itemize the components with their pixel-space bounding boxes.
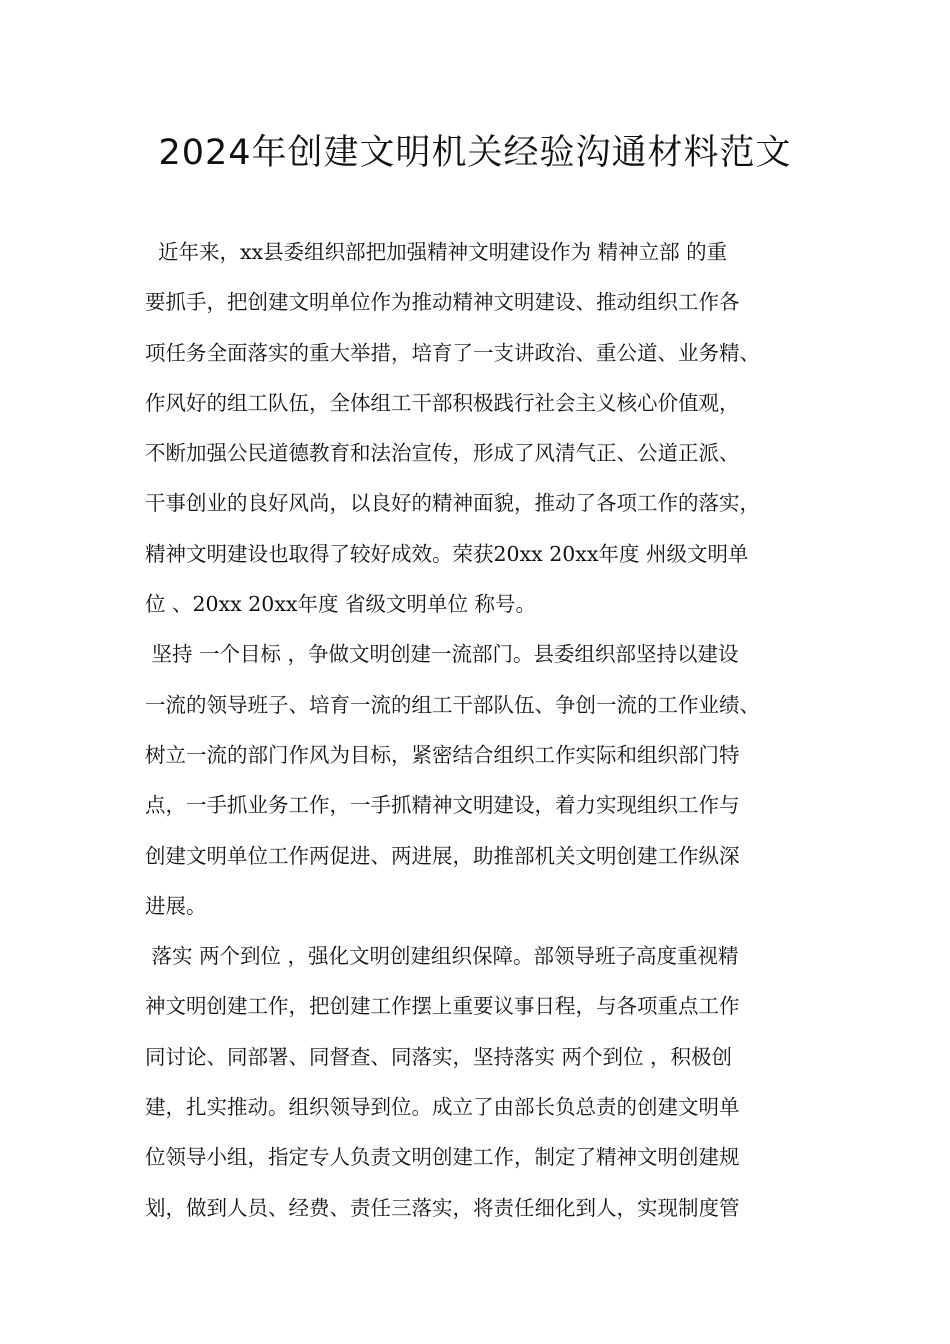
text-line: 进展。 xyxy=(145,893,207,918)
text-line: 近年来，xx县委组织部把加强精神文明建设作为 精神立部 的重 xyxy=(145,240,728,264)
text-line: 树立一流的部门作风为目标，紧密结合组织工作实际和组织部门特 xyxy=(145,742,740,767)
text-line: 一流的领导班子、培育一流的组工干部队伍、争创一流的工作业绩、 xyxy=(145,692,760,717)
text-line: 神文明创建工作，把创建工作摆上重要议事日程，与各项重点工作 xyxy=(145,994,740,1019)
text-line: 建，扎实推动。组织领导到位。成立了由部长负总责的创建文明单 xyxy=(145,1095,740,1120)
text-line: 落实 两个到位 ，强化文明创建组织保障。部领导班子高度重视精 xyxy=(145,944,739,969)
text-line: 创建文明单位工作两促进、两进展，助推部机关文明创建工作纵深 xyxy=(145,843,740,868)
text-line: 位 、20xx 20xx年度 省级文明单位 称号。 xyxy=(145,592,536,617)
text-line: 项任务全面落实的重大举措，培育了一支讲政治、重公道、业务精、 xyxy=(145,340,760,365)
text-line: 同讨论、同部署、同督查、同落实，坚持落实 两个到位 ，积极创 xyxy=(145,1044,733,1069)
text-line: 不断加强公民道德教育和法治宣传，形成了风清气正、公道正派、 xyxy=(145,441,740,466)
text-line: 精神文明建设也取得了较好成效。荣获20xx 20xx年度 州级文明单 xyxy=(145,541,749,566)
text-line: 坚持 一个目标 ，争做文明创建一流部门。县委组织部坚持以建设 xyxy=(145,642,739,667)
text-line: 位领导小组，指定专人负责文明创建工作，制定了精神文明创建规 xyxy=(145,1145,740,1170)
text-line: 作风好的组工队伍，全体组工干部积极践行社会主义核心价值观， xyxy=(145,390,740,415)
document-body xyxy=(145,227,835,1233)
text-line: 干事创业的良好风尚，以良好的精神面貌，推动了各项工作的落实， xyxy=(145,491,760,516)
document-title: 2024年创建文明机关经验沟通材料范文 xyxy=(158,133,792,173)
text-line: 划，做到人员、经费、责任三落实，将责任细化到人，实现制度管 xyxy=(145,1195,740,1220)
text-line: 点，一手抓业务工作，一手抓精神文明建设，着力实现组织工作与 xyxy=(145,793,740,818)
text-line: 要抓手，把创建文明单位作为推动精神文明建设、推动组织工作各 xyxy=(145,290,740,315)
